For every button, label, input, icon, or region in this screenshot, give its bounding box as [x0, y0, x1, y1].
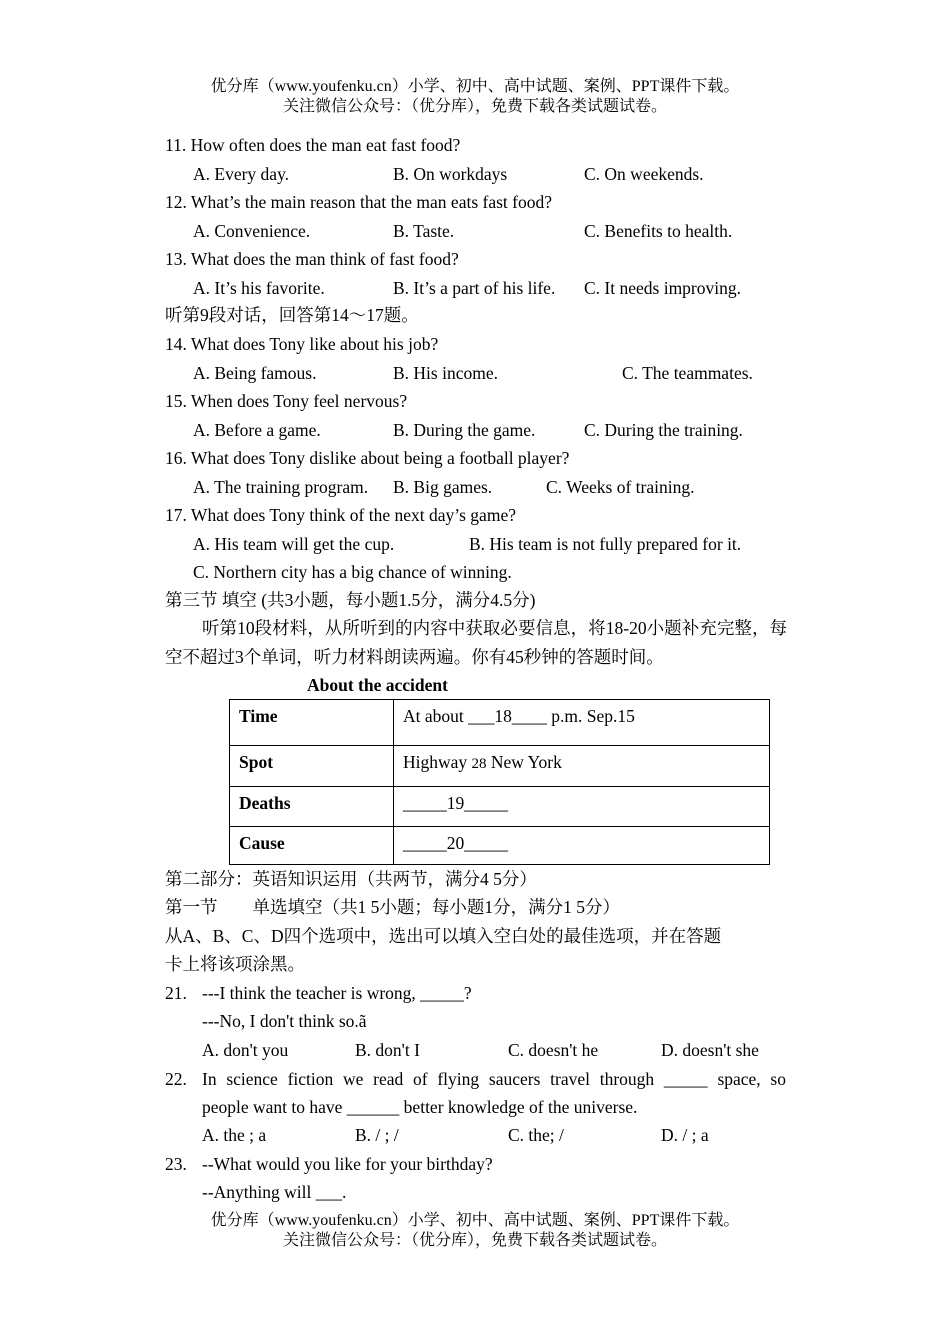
table-row	[230, 746, 770, 787]
question-14-option-a: A. Being famous.	[193, 363, 317, 383]
question-14-stem: 14. What does Tony like about his job?	[165, 334, 439, 354]
table-key-spot: Spot	[230, 746, 394, 787]
question-15-option-a: A. Before a game.	[193, 420, 321, 440]
question-13-option-b: B. It’s a part of his life.	[393, 278, 556, 298]
question-13-stem: 13. What does the man think of fast food?	[165, 249, 459, 269]
table-title: About the accident	[307, 675, 448, 695]
spot-prefix: Highway	[403, 752, 472, 772]
section-3-title: 第三节 填空 (共3小题，每小题1.5分，满分4.5分)	[165, 590, 536, 610]
footer-line-1: 优分库（www.youfenku.cn）小学、初中、高中试题、案例、PPT课件下载。	[210, 1212, 740, 1229]
question-23-line-2: --Anything will ___.	[202, 1182, 347, 1202]
part-2-section-1-title: 第一节 单选填空（共1 5小题；每小题1分，满分1 5分）	[165, 897, 620, 917]
table-row	[230, 700, 770, 746]
accident-table	[229, 699, 770, 865]
table-key-cause: Cause	[230, 827, 394, 865]
question-15-stem: 15. When does Tony feel nervous?	[165, 391, 408, 411]
question-11-option-a: A. Every day.	[193, 164, 290, 184]
section-3-instructions: 听第10段材料，从所听到的内容中获取必要信息，将18-20小题补充完整，每空不超过3个单词，听力材料朗读两遍。你有45秒钟的答题时间。	[165, 618, 787, 667]
question-22-option-b: B. / ; /	[355, 1125, 399, 1145]
table-value-time: At about ___18____ p.m. Sep.15	[394, 700, 770, 746]
table-value-cause: _____20_____	[394, 827, 770, 865]
question-21-number: 21.	[165, 983, 187, 1003]
table-value-spot	[394, 746, 770, 787]
question-13-option-a: A. It’s his favorite.	[193, 278, 325, 298]
question-23-line-1: --What would you like for your birthday?	[202, 1154, 493, 1174]
question-16-option-a: A. The training program.	[193, 477, 369, 497]
question-12-option-a: A. Convenience.	[193, 221, 311, 241]
header-line-2: 关注微信公众号：（优分库），免费下载各类试题试卷。	[282, 98, 667, 115]
question-11-option-c: C. On weekends.	[584, 164, 704, 184]
question-12-option-b: B. Taste.	[393, 221, 455, 241]
spot-suffix: New York	[486, 752, 562, 772]
question-22-option-d: D. / ; a	[661, 1125, 709, 1145]
dialog-9-instruction: 听第9段对话，回答第14～17题。	[165, 305, 419, 325]
question-13-option-c: C. It needs improving.	[584, 278, 741, 298]
question-16-option-c: C. Weeks of training.	[546, 477, 695, 497]
table-key-time: Time	[230, 700, 394, 746]
question-21-line-1: ---I think the teacher is wrong, _____?	[202, 983, 472, 1003]
question-15-option-b: B. During the game.	[393, 420, 536, 440]
question-22-option-a: A. the ; a	[202, 1125, 267, 1145]
question-17-stem: 17. What does Tony think of the next day’s game?	[165, 505, 516, 525]
question-17-option-a: A. His team will get the cup.	[193, 534, 395, 554]
question-16-option-b: B. Big games.	[393, 477, 493, 497]
question-11-option-b: B. On workdays	[393, 164, 508, 184]
question-21-option-b: B. don't I	[355, 1040, 420, 1060]
question-22-line-2: people want to have ______ better knowledge of the universe.	[202, 1097, 638, 1117]
question-11-stem: 11. How often does the man eat fast food?	[165, 135, 461, 155]
question-12-option-c: C. Benefits to health.	[584, 221, 733, 241]
table-key-deaths: Deaths	[230, 787, 394, 827]
question-16-stem: 16. What does Tony dislike about being a football player?	[165, 448, 570, 468]
question-22-option-c: C. the; /	[508, 1125, 564, 1145]
spot-number: 28	[471, 756, 487, 772]
question-21-option-d: D. doesn't she	[661, 1040, 759, 1060]
question-22-number: 22.	[165, 1069, 187, 1089]
question-21-option-c: C. doesn't he	[508, 1040, 599, 1060]
question-21-option-a: A. don't you	[202, 1040, 289, 1060]
header-line-1: 优分库（www.youfenku.cn）小学、初中、高中试题、案例、PPT课件下载。	[210, 78, 740, 95]
question-21-line-2: ---No, I don't think so.ã	[202, 1011, 367, 1031]
question-12-stem: 12. What’s the main reason that the man eats fast food?	[165, 192, 552, 212]
table-row	[230, 827, 770, 865]
question-17-option-b: B. His team is not fully prepared for it.	[469, 534, 742, 554]
part-2-instructions-line-1: 从A、B、C、D四个选项中，选出可以填入空白处的最佳选项，并在答题	[165, 926, 722, 946]
part-2-instructions-line-2: 卡上将该项涂黑。	[165, 954, 305, 974]
question-14-option-c: C. The teammates.	[622, 363, 753, 383]
question-17-option-c: C. Northern city has a big chance of winning.	[193, 562, 512, 582]
question-22-line-1: In science fiction we read of flying saucers travel through _____ space, so	[202, 1069, 786, 1089]
question-23-number: 23.	[165, 1154, 187, 1174]
question-14-option-b: B. His income.	[393, 363, 498, 383]
question-15-option-c: C. During the training.	[584, 420, 743, 440]
table-value-deaths: _____19_____	[394, 787, 770, 827]
table-row	[230, 787, 770, 827]
part-2-title: 第二部分：英语知识运用（共两节，满分4 5分）	[165, 869, 537, 889]
footer-line-2: 关注微信公众号：（优分库），免费下载各类试题试卷。	[282, 1232, 667, 1249]
